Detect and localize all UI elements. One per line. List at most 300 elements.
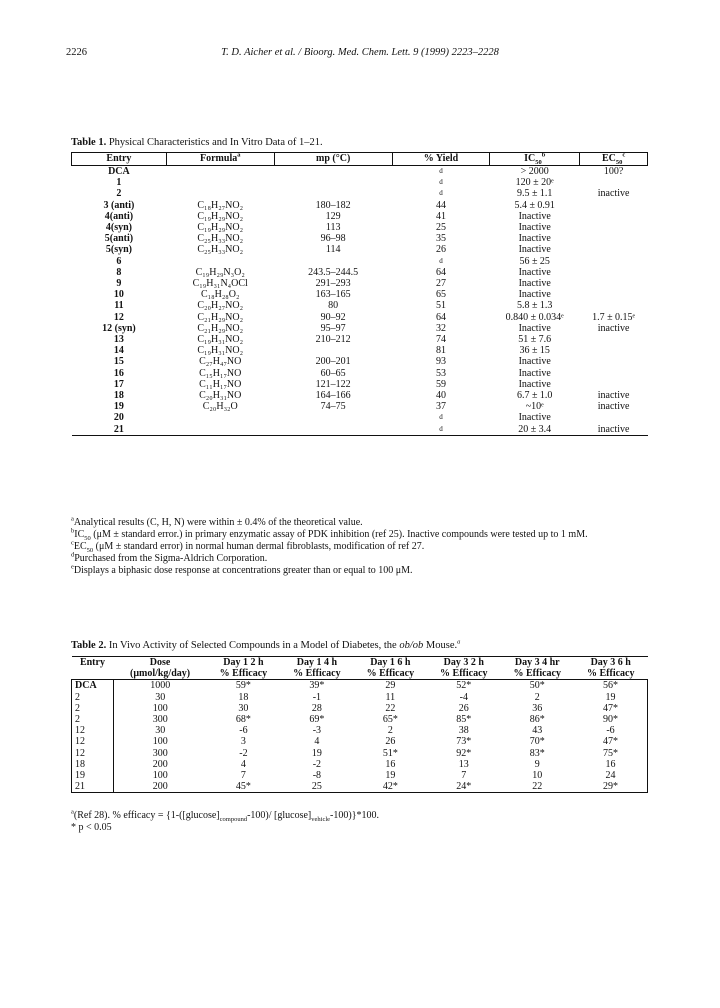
table1-cell-ic50: Inactive [518, 278, 551, 290]
table2-cell-efficacy: 30 [238, 702, 249, 714]
table1-cell-ec50: inactive [597, 322, 630, 334]
table1-cell-yield: 74 [435, 334, 446, 346]
table1-cell-ec50 [580, 211, 648, 222]
table1-cell-entry: 4(syn) [105, 222, 132, 234]
table1 [71, 152, 648, 436]
table2-cell-efficacy: 47* [574, 736, 648, 747]
table2-cell-efficacy: 10 [532, 770, 543, 782]
table1-cell-formula: C₁₉H₂₉NO₂ [197, 222, 244, 234]
table1-cell-ic50: Inactive [518, 367, 551, 379]
table1-cell-mp: 80 [328, 300, 339, 312]
table2-cell-dose: 100 [113, 736, 206, 747]
table1-cell-ic50: 20 ± 3.4 [490, 424, 580, 436]
table1-cell-yield: 27 [435, 278, 446, 290]
table2-cell-efficacy: 2 [387, 725, 393, 737]
table1-cell-entry: 17 [113, 378, 124, 390]
table1-cell-ic50: 56 ± 25 [519, 255, 550, 267]
table2-cell-efficacy: 11 [385, 691, 396, 703]
table2-footnote-a: $^a$(Ref 28). % efficacy = {$1-([glucose]_{compound}-100)/$ $[glucose]_{vehicle}-100)\}*100$. [71, 808, 379, 823]
table1-cell-entry: 4(anti) [104, 210, 134, 222]
table2-cell-dose: 200 [113, 759, 206, 770]
table1-caption [71, 137, 323, 148]
table1-row [72, 390, 648, 401]
table1-cell-formula: C₂₁H₂₉NO₂ [197, 311, 244, 323]
table1-cell-yield: 25 [435, 222, 446, 234]
table1-cell-ec50 [580, 200, 648, 211]
table1-cell-formula: C₂₅H₃₃NO₂ [197, 233, 244, 245]
table1-row [72, 323, 648, 334]
table1-cell-entry: 5(anti) [104, 233, 134, 245]
table1-cell-ic50: Inactive [518, 210, 551, 222]
table2-header-cell: Day 3 6 h [574, 657, 648, 669]
table2-row [72, 714, 648, 725]
table1-cell-yield: d [439, 167, 443, 175]
table1-cell-ec50 [580, 278, 648, 289]
table1-cell-mp: 200–201 [315, 356, 351, 368]
table2-cell-efficacy: 26 [385, 736, 396, 748]
table1-cell-ic50: Inactive [518, 378, 551, 390]
table2-cell-efficacy: 4 [314, 736, 320, 748]
table1-row [72, 200, 648, 211]
table1-cell-formula [166, 166, 274, 178]
table1-cell-mp: 243.5–244.5 [308, 266, 359, 278]
table1-cell-yield: d [439, 178, 443, 187]
table1-cell-ec50: 1.7 ± 0.15ᵉ [592, 311, 636, 323]
table1-footnotes [71, 517, 661, 577]
table1-cell-mp [274, 345, 392, 356]
table1-caption-text: Physical Characteristics and In Vitro Data of 1–21. [106, 137, 323, 148]
table1-cell-ec50 [580, 222, 648, 233]
table1-cell-ec50: inactive [597, 401, 630, 413]
table1-cell-entry: 16 [113, 367, 124, 379]
table1-cell-entry: 9 [116, 278, 122, 290]
table2-cell-efficacy: 29 [385, 680, 396, 692]
table1-row [72, 356, 648, 367]
table2-cell-efficacy: 90* [574, 714, 648, 725]
table2-cell-efficacy: 68* [235, 714, 251, 726]
table2-subheader-cell: % Efficacy [574, 668, 648, 680]
table1-cell-mp: 74–75 [320, 401, 346, 413]
table1-cell-ic50: Inactive [518, 412, 551, 424]
table2-cell-efficacy: -6 [574, 725, 648, 736]
table1-row [72, 379, 648, 390]
table2-cell-efficacy: 4 [240, 758, 246, 770]
table2-cell-efficacy: 22 [385, 702, 396, 714]
table1-row [72, 222, 648, 233]
table2-header-cell: Day 3 2 h [427, 657, 500, 669]
table1-row [72, 278, 648, 289]
table1-cell-ic50: 9.5 ± 1.1 [516, 188, 553, 200]
table1-cell-ic50: Inactive [518, 266, 551, 278]
table2-header-cell: Day 3 4 hr [501, 657, 574, 669]
table1-cell-formula [166, 256, 274, 267]
table1-cell-yield: 37 [435, 401, 446, 413]
table1-cell-mp: 210–212 [315, 334, 351, 346]
table2-cell-efficacy: 22 [501, 781, 574, 793]
table2-cell-efficacy: 28 [311, 702, 322, 714]
table1-cell-ic50: Inactive [518, 233, 551, 245]
table2-cell-efficacy: 52* [456, 680, 472, 692]
table1-header-formula: Formula$^a$ [166, 153, 274, 166]
table1-cell-mp: 180–182 [315, 199, 351, 211]
table1-cell-ec50 [580, 267, 648, 278]
table1-row [72, 424, 648, 436]
table1-cell-yield: 32 [435, 322, 446, 334]
table1-header-entry: Entry [72, 153, 167, 166]
table2-cell-efficacy: 85* [456, 714, 472, 726]
table2-cell-entry: 2 [72, 692, 114, 703]
table2-subheader-cell [72, 668, 114, 680]
table1-cell-entry: 11 [114, 300, 124, 312]
table1-cell-yield: d [439, 256, 443, 265]
table1-cell-ic50: ~10ᵉ [525, 401, 544, 413]
table1-cell-mp: 60–65 [320, 367, 346, 379]
table1-cell-yield: 64 [435, 266, 446, 278]
table1-cell-entry: 15 [113, 356, 124, 368]
table2-cell-efficacy: 16 [574, 759, 648, 770]
table1-cell-formula: C₁₉H₃₁N₄OCl [192, 278, 248, 290]
table1-row [72, 289, 648, 300]
table1-cell-mp: 114 [325, 244, 341, 256]
table2-cell-efficacy: 83* [529, 747, 545, 759]
table2-cell-entry: DCA [72, 680, 114, 692]
table2-cell-dose: 30 [113, 692, 206, 703]
table2-cell-dose: 1000 [113, 680, 206, 692]
table1-cell-yield: d [439, 413, 443, 422]
table2-cell-efficacy: 24* [427, 781, 500, 793]
table1-cell-ec50 [580, 289, 648, 300]
table1-cell-ic50: Inactive [518, 244, 551, 256]
table1-cell-ec50 [580, 177, 648, 188]
table1-cell-yield: 65 [435, 289, 446, 301]
table1-cell-entry: 1 [116, 177, 122, 189]
table2-header-cell: Dose [113, 657, 206, 669]
table1-cell-mp: 96–98 [320, 233, 346, 245]
table2-cell-entry: 18 [72, 759, 114, 770]
table1-row [72, 211, 648, 222]
table2-row [72, 736, 648, 747]
table2-cell-efficacy: 50* [529, 680, 545, 692]
table2-cell-efficacy: 51* [382, 747, 398, 759]
table2-cell-efficacy: 65* [382, 714, 398, 726]
table1-cell-entry: 5(syn) [105, 244, 132, 256]
table1-row [72, 300, 648, 311]
table1-cell-mp [274, 256, 392, 267]
table2-header-cell: Day 1 6 h [354, 657, 427, 669]
table2-cell-dose: 200 [113, 781, 206, 793]
table1-cell-yield: 26 [435, 244, 446, 256]
table1-row [72, 401, 648, 412]
table1-cell-mp [274, 424, 392, 436]
table2-header-cell: Day 1 4 h [280, 657, 353, 669]
table2-cell-dose: 100 [113, 770, 206, 781]
table1-cell-yield: 81 [435, 345, 446, 357]
table2-cell-efficacy: 19 [385, 770, 396, 782]
table1-cell-yield: 44 [435, 199, 446, 211]
table1-cell-mp [274, 412, 392, 423]
table2-cell-efficacy: 29* [574, 781, 648, 793]
table1-cell-entry: DCA [108, 166, 130, 177]
table1-cell-formula: C₂₇H₄₇NO [199, 356, 242, 368]
table1-cell-mp: 291–293 [315, 278, 351, 290]
table1-cell-ec50 [580, 368, 648, 379]
table2 [71, 656, 648, 793]
table1-cell-entry: 8 [116, 266, 122, 278]
table2-cell-efficacy: 7 [461, 770, 467, 782]
table1-cell-yield: 64 [435, 311, 446, 323]
table1-cell-yield: 35 [435, 233, 446, 245]
table2-cell-efficacy: 39* [309, 680, 325, 692]
table1-cell-ic50: 36 ± 15 [519, 345, 550, 357]
table2-cell-efficacy: 70* [529, 736, 545, 748]
table2-subheader-cell: % Efficacy [280, 668, 353, 680]
table1-cell-entry: 21 [72, 424, 167, 436]
table1-cell-formula: C₁₁H₁₇NO [199, 378, 242, 390]
table1-header-ec50: $EC_{50}^c$ [580, 153, 648, 166]
table2-cell-dose: 300 [113, 748, 206, 759]
table1-row [72, 412, 648, 423]
table2-row [72, 770, 648, 781]
table2-cell-efficacy: -3 [312, 725, 322, 737]
table1-cell-ic50: > 2000 [520, 166, 549, 177]
table1-cell-entry: 18 [113, 390, 124, 402]
table2-cell-efficacy: 56* [574, 680, 648, 692]
table1-cell-mp: 163–165 [315, 289, 351, 301]
table1-cell-entry: 14 [113, 345, 124, 357]
table1-cell-entry: 19 [113, 401, 124, 413]
table1-cell-ec50 [580, 244, 648, 255]
table2-cell-efficacy: 75* [574, 748, 648, 759]
table1-cell-formula: C₂₀H₃₁NO [199, 390, 242, 402]
table1-cell-ic50: Inactive [518, 356, 551, 368]
table2-header-cell: Entry [72, 657, 114, 669]
footnote-e: $^e$Displays a biphasic dose response at concentrations greater than or equal to 100 μM. [71, 563, 413, 576]
table1-row [72, 177, 648, 188]
table1-row [72, 345, 648, 356]
table1-cell-mp [274, 166, 392, 178]
table2-cell-efficacy: -8 [312, 770, 322, 782]
table2-subheader-cell: % Efficacy [354, 668, 427, 680]
table1-cell-yield: 93 [435, 356, 446, 368]
page-number: 2226 [66, 47, 87, 58]
table2-cell-efficacy: 18 [238, 691, 249, 703]
table2-cell-dose: 100 [113, 703, 206, 714]
table1-cell-yield: d [392, 424, 489, 436]
table2-header-row-2 [72, 668, 648, 680]
table2-cell-efficacy: 73* [456, 736, 472, 748]
table1-cell-yield: 53 [435, 367, 446, 379]
table1-cell-ic50: Inactive [518, 289, 551, 301]
table1-cell-ic50: 5.4 ± 0.91 [514, 199, 555, 211]
table2-caption: Table 2. In Vivo Activity of Selected Compounds in a Model of Diabetes, the ob/ob Mouse.$^a$ [71, 638, 461, 651]
table1-cell-yield: 59 [435, 378, 446, 390]
table2-cell-efficacy: 16 [385, 758, 396, 770]
table2-cell-entry: 21 [72, 781, 114, 793]
table1-cell-ec50: inactive [597, 188, 630, 200]
table1-caption-label: Table 1. [71, 137, 107, 148]
table2-subheader-cell: (μmol/kg/day) [113, 668, 206, 680]
table2-cell-efficacy: 19 [574, 692, 648, 703]
table2-cell-efficacy: -4 [459, 691, 468, 703]
table2-cell-entry: 12 [72, 748, 114, 759]
table1-cell-formula: C₁₈H₂₈O₂ [200, 289, 240, 301]
table2-cell-efficacy: 38 [458, 725, 469, 737]
table1-cell-mp [274, 188, 392, 199]
table1-cell-mp [274, 177, 392, 188]
table1-header-mp: mp (°C) [274, 153, 392, 166]
footnote-b: $^bIC_{50}$ (μM ± standard error.) in primary enzymatic assay of PDK inhibition (ref 25). Inactive compounds were tested up to 1 mM. [71, 527, 588, 542]
table2-cell-efficacy: 47* [574, 703, 648, 714]
table2-cell-entry: 2 [72, 703, 114, 714]
table1-body [72, 166, 648, 436]
table1-cell-formula [166, 424, 274, 436]
table2-cell-efficacy: 42* [354, 781, 427, 793]
table2-subheader-cell: % Efficacy [501, 668, 574, 680]
table1-cell-ec50 [580, 334, 648, 345]
table1-header-row [72, 153, 648, 166]
table1-cell-ec50 [580, 412, 648, 423]
table1-cell-ec50 [580, 300, 648, 311]
table1-cell-formula: C₁₉H₂₉N₃O₂ [195, 266, 245, 278]
table2-cell-efficacy: 26 [458, 702, 469, 714]
footnote-d: $^d$Purchased from the Sigma-Aldrich Corporation. [71, 551, 268, 564]
table2-cell-efficacy: 2 [534, 691, 540, 703]
table1-cell-yield: 40 [435, 390, 446, 402]
table1-cell-ec50 [580, 356, 648, 367]
table2-cell-efficacy: 43 [532, 725, 543, 737]
table1-cell-formula: C₁₈H₂₇NO₂ [197, 199, 244, 211]
footnote-c: $^cEC_{50}$ (μM ± standard error) in normal human dermal fibroblasts, modification of ref 27. [71, 539, 425, 554]
table1-cell-mp: 95–97 [320, 322, 346, 334]
table2-cell-efficacy: 19 [311, 747, 322, 759]
table2-cell-efficacy: 69* [309, 714, 325, 726]
table1-cell-formula [166, 188, 274, 199]
table1-cell-ic50: Inactive [518, 322, 551, 334]
table2-cell-efficacy: 3 [240, 736, 246, 748]
table1-cell-formula: C₁₉H₃₁NO₂ [197, 334, 244, 346]
table2-cell-efficacy: 24 [574, 770, 648, 781]
table2-cell-efficacy: 45* [207, 781, 280, 793]
table1-row [72, 368, 648, 379]
table2-cell-efficacy: 59* [235, 680, 251, 692]
table2-cell-dose: 30 [113, 725, 206, 736]
table1-cell-entry: 12 (syn) [102, 322, 136, 334]
table1-row [72, 188, 648, 199]
table2-header-cell: Day 1 2 h [207, 657, 280, 669]
table1-cell-ec50: inactive [580, 424, 648, 436]
footnote-a: $^a$Analytical results (C, H, N) were within ± 0.4% of the theoretical value. [71, 515, 363, 528]
table1-cell-formula: C₂₅H₃₃NO₂ [197, 244, 244, 256]
table1-cell-ec50: 100? [603, 166, 624, 177]
table2-cell-entry: 19 [72, 770, 114, 781]
table1-cell-yield: 41 [435, 210, 446, 222]
table1-cell-formula: C₂₁H₂₉NO₂ [197, 322, 244, 334]
table2-footnote-p: * p < 0.05 [71, 822, 112, 833]
table1-row [72, 244, 648, 255]
table2-cell-efficacy: 9 [534, 758, 540, 770]
table2-subheader-cell: % Efficacy [207, 668, 280, 680]
table1-cell-formula [166, 177, 274, 188]
table2-footnotes [71, 810, 661, 834]
table2-row [72, 781, 648, 793]
table2-cell-efficacy: -2 [312, 758, 322, 770]
table1-cell-ic50: 120 ± 20ᵉ [515, 177, 554, 189]
table1-cell-ic50: 5.8 ± 1.3 [516, 300, 553, 312]
table2-row [72, 725, 648, 736]
table1-header-ic50: $IC_{50}^b$ [490, 153, 580, 166]
table1-cell-ec50 [580, 233, 648, 244]
table2-cell-efficacy: 86* [529, 714, 545, 726]
table2-cell-efficacy: 13 [458, 758, 469, 770]
table1-row [72, 233, 648, 244]
table1-cell-entry: 6 [116, 255, 122, 267]
table1-cell-formula [166, 412, 274, 423]
table1-row [72, 166, 648, 178]
table1-cell-mp: 90–92 [320, 311, 346, 323]
table2-cell-efficacy: 36 [532, 702, 543, 714]
table2-row [72, 748, 648, 759]
table2-row [72, 759, 648, 770]
table1-cell-ic50: Inactive [518, 222, 551, 234]
table1-cell-yield: 51 [435, 300, 446, 312]
running-head: T. D. Aicher et al. / Bioorg. Med. Chem. Lett. 9 (1999) 2223–2228 [221, 47, 499, 58]
table1-cell-ec50 [580, 256, 648, 267]
table1-row [72, 334, 648, 345]
table2-subheader-cell: % Efficacy [427, 668, 500, 680]
table2-cell-entry: 12 [72, 736, 114, 747]
table2-cell-efficacy: 92* [456, 747, 472, 759]
table1-cell-mp: 121–122 [315, 378, 351, 390]
table2-cell-entry: 12 [72, 725, 114, 736]
table1-cell-mp: 164–166 [315, 390, 351, 402]
table1-cell-mp: 129 [325, 210, 341, 222]
table1-cell-entry: 20 [113, 412, 124, 424]
table1-cell-entry: 13 [113, 334, 124, 346]
table2-cell-entry: 2 [72, 714, 114, 725]
table2-caption-label: Table 2. [71, 640, 107, 651]
table1-row [72, 267, 648, 278]
table1-cell-ec50 [580, 345, 648, 356]
table1-cell-ic50: 51 ± 7.6 [518, 334, 552, 346]
table2-cell-efficacy: 7 [240, 770, 246, 782]
table1-cell-formula: C₁₉H₃₁NO₂ [197, 345, 244, 357]
table1-row [72, 312, 648, 323]
table1-cell-yield: d [439, 189, 443, 198]
table1-cell-mp: 113 [325, 222, 341, 234]
table2-cell-efficacy: -1 [312, 691, 322, 703]
table1-cell-ec50 [580, 379, 648, 390]
table1-cell-entry: 2 [116, 188, 122, 200]
table1-cell-ic50: 6.7 ± 1.0 [516, 390, 553, 402]
table1-cell-ic50: 0.840 ± 0.034ᵉ [505, 311, 564, 323]
table1-cell-entry: 3 (anti) [103, 199, 135, 211]
table1-cell-ec50: inactive [597, 390, 630, 402]
table1-cell-entry: 10 [113, 289, 124, 301]
table2-body [72, 680, 648, 793]
table1-cell-entry: 12 [113, 311, 124, 323]
table1-row [72, 256, 648, 267]
table2-row [72, 680, 648, 692]
table1-header-yield: % Yield [392, 153, 489, 166]
table2-cell-dose: 300 [113, 714, 206, 725]
table1-cell-formula: C₂₀H₃₂O [202, 401, 238, 413]
table2-header-row-1 [72, 657, 648, 669]
table1-cell-formula: C₂₀H₂₇NO₂ [197, 300, 244, 312]
table2-cell-efficacy: -6 [239, 725, 248, 737]
table2-row [72, 692, 648, 703]
table2-row [72, 703, 648, 714]
table1-cell-formula: C₁₉H₂₉NO₂ [197, 210, 244, 222]
